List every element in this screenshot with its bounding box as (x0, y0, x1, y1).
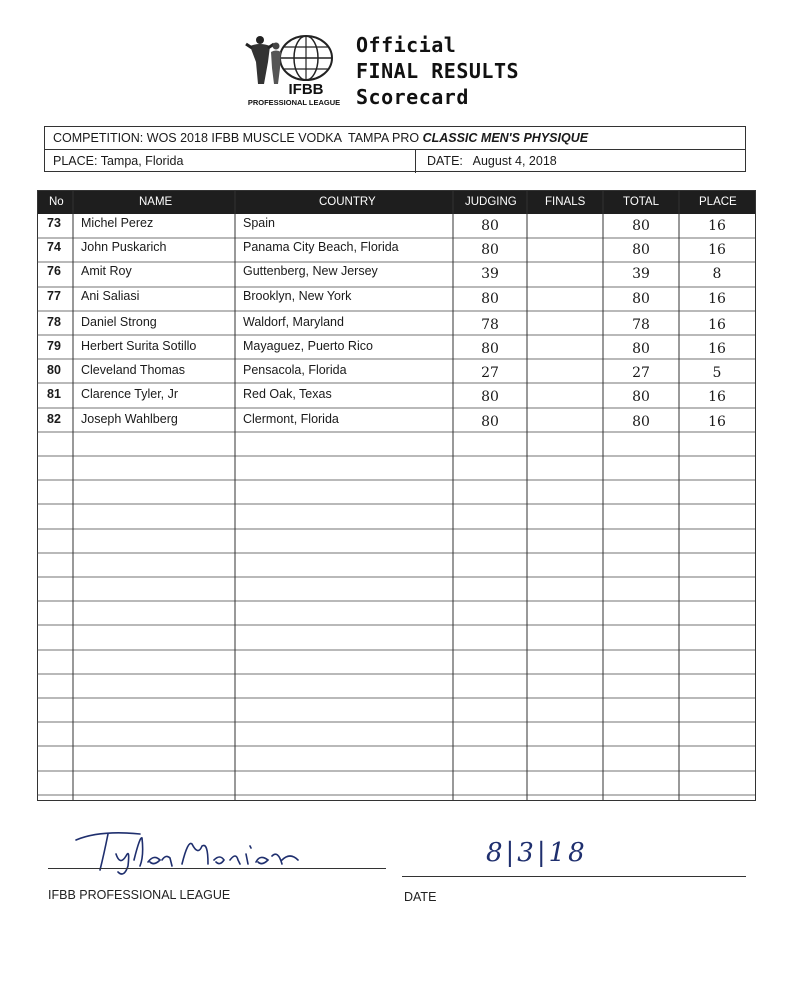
judging-score: 78 (481, 316, 499, 333)
athlete-name: John Puskarich (81, 240, 167, 255)
competition-category: CLASSIC MEN'S PHYSIQUE (422, 131, 589, 145)
total-score: 80 (632, 218, 650, 234)
athlete-name: Joseph Wahlberg (81, 411, 178, 426)
athlete-name: Cleveland Thomas (81, 363, 185, 378)
competition-info (44, 126, 746, 172)
athlete-country: Spain (243, 216, 275, 230)
total-score: 80 (632, 242, 650, 259)
header-total: TOTAL (623, 196, 659, 208)
total-score: 80 (632, 341, 650, 357)
title-final-results: FINAL RESULTS (356, 59, 520, 83)
athlete-name: Michel Perez (81, 216, 154, 230)
row-number: 74 (47, 240, 61, 255)
title-official: Official (356, 33, 457, 57)
place-value: 16 (708, 290, 726, 307)
header-finals: FINALS (545, 196, 586, 208)
row-number: 80 (47, 363, 61, 378)
total-score: 39 (632, 266, 650, 283)
competition-row (45, 127, 745, 150)
judging-score: 80 (481, 242, 499, 259)
signer-label: IFBB PROFESSIONAL LEAGUE (48, 888, 231, 902)
logo-subtitle: PROFESSIONAL LEAGUE (247, 98, 341, 107)
logo-brand: IFBB (288, 81, 324, 98)
judging-score: 27 (481, 365, 499, 382)
handwritten-date: 8|3|18 (486, 838, 588, 868)
header-judging: JUDGING (465, 196, 517, 208)
athlete-name: Ani Saliasi (81, 288, 140, 303)
scorecard-title (356, 32, 519, 110)
place-value: 16 (708, 242, 726, 259)
place-value: 8 (712, 266, 722, 283)
header-country: COUNTRY (319, 196, 376, 208)
place-label: PLACE: (53, 154, 98, 168)
total-score: 27 (632, 365, 650, 382)
row-number: 82 (47, 411, 61, 426)
total-score: 80 (632, 389, 650, 406)
place-value: 16 (708, 316, 726, 333)
athlete-country: Pensacola, Florida (243, 363, 347, 378)
judging-score: 39 (481, 266, 499, 283)
competition-name: WOS 2018 IFBB MUSCLE VODKA TAMPA PRO (146, 131, 420, 145)
header-place: PLACE (699, 196, 737, 208)
athlete-country: Waldorf, Maryland (243, 314, 344, 329)
title-scorecard: Scorecard (356, 85, 469, 109)
row-number: 77 (47, 288, 61, 303)
judging-score: 80 (481, 341, 499, 357)
date-label: DATE: (427, 154, 463, 168)
date-signature-label: DATE (404, 890, 437, 904)
judging-score: 80 (481, 218, 499, 234)
date-value: August 4, 2018 (472, 154, 557, 168)
row-number: 78 (47, 314, 61, 329)
globe-icon (280, 36, 332, 80)
row-number: 81 (47, 387, 61, 402)
judging-score: 80 (481, 413, 499, 430)
place-value: 5 (712, 365, 722, 382)
header-no: No (49, 196, 64, 208)
athlete-country: Panama City Beach, Florida (243, 240, 399, 255)
ifbb-logo (238, 32, 348, 108)
judging-score: 80 (481, 389, 499, 406)
athlete-country: Red Oak, Texas (243, 387, 332, 402)
athlete-country: Guttenberg, New Jersey (243, 264, 378, 279)
place-date-row (45, 150, 745, 173)
athlete-country: Clermont, Florida (243, 411, 339, 426)
total-score: 80 (632, 413, 650, 430)
place-value: 16 (708, 218, 726, 234)
row-number: 76 (47, 264, 61, 279)
athlete-country: Mayaguez, Puerto Rico (243, 339, 373, 353)
athlete-name: Daniel Strong (81, 314, 157, 329)
results-table (37, 190, 757, 802)
athletes-icon (246, 36, 281, 84)
judging-score: 80 (481, 290, 499, 307)
athlete-country: Brooklyn, New York (243, 288, 352, 303)
place-value: 16 (708, 341, 726, 357)
competition-label: COMPETITION: (53, 131, 144, 145)
total-score: 78 (632, 316, 650, 333)
athlete-name: Clarence Tyler, Jr (81, 387, 179, 402)
athlete-name: Herbert Surita Sotillo (81, 339, 197, 353)
row-number: 79 (47, 339, 61, 353)
place-value: 16 (708, 389, 726, 406)
athlete-name: Amit Roy (81, 264, 132, 279)
row-number: 73 (47, 216, 61, 230)
signature-line (48, 868, 386, 869)
place-value: Tampa, Florida (100, 154, 184, 168)
total-score: 80 (632, 290, 650, 307)
place-value: 16 (708, 413, 726, 430)
date-line (402, 876, 746, 877)
header-name: NAME (139, 196, 173, 208)
